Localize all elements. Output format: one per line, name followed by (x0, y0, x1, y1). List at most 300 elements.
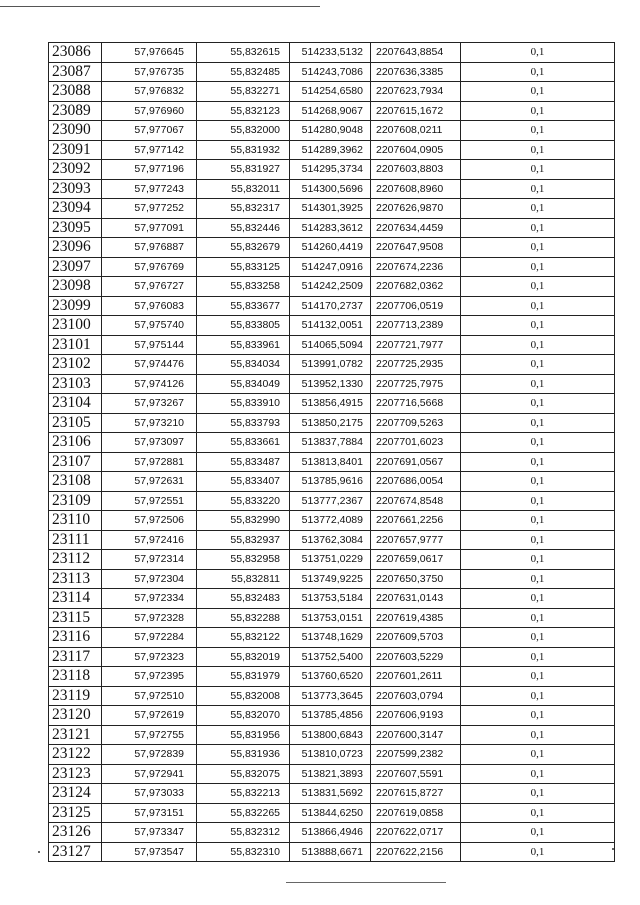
x-coordinate-cell: 513777,2367 (290, 491, 371, 511)
x-coordinate-cell: 513749,9225 (290, 569, 371, 589)
tolerance-cell: 0,1 (461, 121, 615, 141)
x-coordinate-cell: 514242,2509 (290, 277, 371, 297)
y-coordinate-cell: 2207643,8854 (371, 43, 461, 63)
latitude-cell: 57,976735 (102, 62, 197, 82)
tolerance-cell: 0,1 (461, 394, 615, 414)
y-coordinate-cell: 2207601,2611 (371, 667, 461, 687)
latitude-cell: 57,977252 (102, 199, 197, 219)
table-row (49, 608, 615, 628)
latitude-cell: 57,972941 (102, 764, 197, 784)
y-coordinate-cell: 2207674,2236 (371, 257, 461, 277)
point-number-cell: 23096 (49, 238, 102, 258)
tolerance-cell: 0,1 (461, 745, 615, 765)
tolerance-cell: 0,1 (461, 725, 615, 745)
latitude-cell: 57,977067 (102, 121, 197, 141)
y-coordinate-cell: 2207600,3147 (371, 725, 461, 745)
point-number-cell: 23092 (49, 160, 102, 180)
table-row (49, 530, 615, 550)
longitude-cell: 55,834049 (197, 374, 290, 394)
top-rule (0, 6, 320, 7)
table-row (49, 101, 615, 121)
longitude-cell: 55,832446 (197, 218, 290, 238)
y-coordinate-cell: 2207622,2156 (371, 842, 461, 862)
longitude-cell: 55,832019 (197, 647, 290, 667)
point-number-cell: 23091 (49, 140, 102, 160)
tolerance-cell: 0,1 (461, 179, 615, 199)
x-coordinate-cell: 513888,6671 (290, 842, 371, 862)
longitude-cell: 55,832075 (197, 764, 290, 784)
point-number-cell: 23112 (49, 550, 102, 570)
table-row (49, 218, 615, 238)
latitude-cell: 57,976887 (102, 238, 197, 258)
point-number-cell: 23095 (49, 218, 102, 238)
point-number-cell: 23094 (49, 199, 102, 219)
y-coordinate-cell: 2207686,0054 (371, 472, 461, 492)
point-number-cell: 23104 (49, 394, 102, 414)
tolerance-cell: 0,1 (461, 316, 615, 336)
x-coordinate-cell: 513762,3084 (290, 530, 371, 550)
latitude-cell: 57,972395 (102, 667, 197, 687)
tolerance-cell: 0,1 (461, 608, 615, 628)
table-row (49, 842, 615, 862)
x-coordinate-cell: 513785,9616 (290, 472, 371, 492)
x-coordinate-cell: 513952,1330 (290, 374, 371, 394)
point-number-cell: 23125 (49, 803, 102, 823)
y-coordinate-cell: 2207608,8960 (371, 179, 461, 199)
point-number-cell: 23090 (49, 121, 102, 141)
latitude-cell: 57,975144 (102, 335, 197, 355)
longitude-cell: 55,832271 (197, 82, 290, 102)
x-coordinate-cell: 514065,5094 (290, 335, 371, 355)
point-number-cell: 23093 (49, 179, 102, 199)
table-row (49, 803, 615, 823)
x-coordinate-cell: 514280,9048 (290, 121, 371, 141)
point-number-cell: 23088 (49, 82, 102, 102)
table-row (49, 43, 615, 63)
tolerance-cell: 0,1 (461, 355, 615, 375)
longitude-cell: 55,832615 (197, 43, 290, 63)
longitude-cell: 55,832122 (197, 628, 290, 648)
table-row (49, 764, 615, 784)
x-coordinate-cell: 513785,4856 (290, 706, 371, 726)
tolerance-cell: 0,1 (461, 823, 615, 843)
longitude-cell: 55,833961 (197, 335, 290, 355)
x-coordinate-cell: 514170,2737 (290, 296, 371, 316)
y-coordinate-cell: 2207619,0858 (371, 803, 461, 823)
point-number-cell: 23100 (49, 316, 102, 336)
table-row (49, 413, 615, 433)
latitude-cell: 57,976960 (102, 101, 197, 121)
point-number-cell: 23119 (49, 686, 102, 706)
y-coordinate-cell: 2207636,3385 (371, 62, 461, 82)
latitude-cell: 57,973347 (102, 823, 197, 843)
table-row (49, 296, 615, 316)
x-coordinate-cell: 514268,9067 (290, 101, 371, 121)
point-number-cell: 23086 (49, 43, 102, 63)
tolerance-cell: 0,1 (461, 277, 615, 297)
x-coordinate-cell: 513821,3893 (290, 764, 371, 784)
latitude-cell: 57,973097 (102, 433, 197, 453)
longitude-cell: 55,831956 (197, 725, 290, 745)
x-coordinate-cell: 513753,0151 (290, 608, 371, 628)
table-row (49, 647, 615, 667)
y-coordinate-cell: 2207657,9777 (371, 530, 461, 550)
point-number-cell: 23124 (49, 784, 102, 804)
y-coordinate-cell: 2207609,5703 (371, 628, 461, 648)
longitude-cell: 55,833487 (197, 452, 290, 472)
table-row (49, 628, 615, 648)
x-coordinate-cell: 514283,3612 (290, 218, 371, 238)
tolerance-cell: 0,1 (461, 452, 615, 472)
latitude-cell: 57,972506 (102, 511, 197, 531)
longitude-cell: 55,832288 (197, 608, 290, 628)
table-row (49, 277, 615, 297)
tolerance-cell: 0,1 (461, 628, 615, 648)
tolerance-cell: 0,1 (461, 472, 615, 492)
longitude-cell: 55,832679 (197, 238, 290, 258)
table-row (49, 355, 615, 375)
point-number-cell: 23099 (49, 296, 102, 316)
x-coordinate-cell: 513866,4946 (290, 823, 371, 843)
y-coordinate-cell: 2207706,0519 (371, 296, 461, 316)
latitude-cell: 57,972328 (102, 608, 197, 628)
table-row (49, 667, 615, 687)
y-coordinate-cell: 2207721,7977 (371, 335, 461, 355)
table-row (49, 491, 615, 511)
longitude-cell: 55,833125 (197, 257, 290, 277)
x-coordinate-cell: 513856,4915 (290, 394, 371, 414)
tolerance-cell: 0,1 (461, 374, 615, 394)
longitude-cell: 55,832483 (197, 589, 290, 609)
point-number-cell: 23087 (49, 62, 102, 82)
longitude-cell: 55,831932 (197, 140, 290, 160)
y-coordinate-cell: 2207631,0143 (371, 589, 461, 609)
longitude-cell: 55,834034 (197, 355, 290, 375)
point-number-cell: 23110 (49, 511, 102, 531)
point-number-cell: 23098 (49, 277, 102, 297)
longitude-cell: 55,832310 (197, 842, 290, 862)
tolerance-cell: 0,1 (461, 569, 615, 589)
longitude-cell: 55,832958 (197, 550, 290, 570)
latitude-cell: 57,975740 (102, 316, 197, 336)
point-number-cell: 23101 (49, 335, 102, 355)
longitude-cell: 55,832485 (197, 62, 290, 82)
coordinates-table (48, 42, 615, 862)
y-coordinate-cell: 2207659,0617 (371, 550, 461, 570)
table-row (49, 179, 615, 199)
x-coordinate-cell: 513752,5400 (290, 647, 371, 667)
x-coordinate-cell: 514233,5132 (290, 43, 371, 63)
y-coordinate-cell: 2207725,2935 (371, 355, 461, 375)
longitude-cell: 55,832265 (197, 803, 290, 823)
point-number-cell: 23115 (49, 608, 102, 628)
scan-speck (38, 851, 40, 853)
point-number-cell: 23109 (49, 491, 102, 511)
y-coordinate-cell: 2207603,5229 (371, 647, 461, 667)
table-row (49, 121, 615, 141)
latitude-cell: 57,977091 (102, 218, 197, 238)
latitude-cell: 57,972619 (102, 706, 197, 726)
latitude-cell: 57,972304 (102, 569, 197, 589)
latitude-cell: 57,974126 (102, 374, 197, 394)
tolerance-cell: 0,1 (461, 842, 615, 862)
y-coordinate-cell: 2207623,7934 (371, 82, 461, 102)
longitude-cell: 55,833805 (197, 316, 290, 336)
tolerance-cell: 0,1 (461, 257, 615, 277)
point-number-cell: 23105 (49, 413, 102, 433)
table-row (49, 316, 615, 336)
y-coordinate-cell: 2207615,8727 (371, 784, 461, 804)
longitude-cell: 55,833793 (197, 413, 290, 433)
table-row (49, 140, 615, 160)
y-coordinate-cell: 2207725,7975 (371, 374, 461, 394)
latitude-cell: 57,972881 (102, 452, 197, 472)
point-number-cell: 23089 (49, 101, 102, 121)
point-number-cell: 23113 (49, 569, 102, 589)
point-number-cell: 23117 (49, 647, 102, 667)
table-row (49, 433, 615, 453)
y-coordinate-cell: 2207701,6023 (371, 433, 461, 453)
x-coordinate-cell: 513760,6520 (290, 667, 371, 687)
x-coordinate-cell: 513844,6250 (290, 803, 371, 823)
tolerance-cell: 0,1 (461, 199, 615, 219)
latitude-cell: 57,972284 (102, 628, 197, 648)
longitude-cell: 55,831979 (197, 667, 290, 687)
latitude-cell: 57,973210 (102, 413, 197, 433)
longitude-cell: 55,833220 (197, 491, 290, 511)
y-coordinate-cell: 2207661,2256 (371, 511, 461, 531)
point-number-cell: 23097 (49, 257, 102, 277)
y-coordinate-cell: 2207615,1672 (371, 101, 461, 121)
y-coordinate-cell: 2207607,5591 (371, 764, 461, 784)
tolerance-cell: 0,1 (461, 647, 615, 667)
table-row (49, 335, 615, 355)
longitude-cell: 55,832811 (197, 569, 290, 589)
longitude-cell: 55,832000 (197, 121, 290, 141)
y-coordinate-cell: 2207674,8548 (371, 491, 461, 511)
bottom-rule (286, 882, 446, 883)
table-row (49, 82, 615, 102)
point-number-cell: 23122 (49, 745, 102, 765)
x-coordinate-cell: 514289,3962 (290, 140, 371, 160)
y-coordinate-cell: 2207604,0905 (371, 140, 461, 160)
x-coordinate-cell: 514247,0916 (290, 257, 371, 277)
table-row (49, 199, 615, 219)
point-number-cell: 23114 (49, 589, 102, 609)
point-number-cell: 23118 (49, 667, 102, 687)
table-row (49, 511, 615, 531)
table-row (49, 589, 615, 609)
y-coordinate-cell: 2207626,9870 (371, 199, 461, 219)
point-number-cell: 23116 (49, 628, 102, 648)
tolerance-cell: 0,1 (461, 238, 615, 258)
longitude-cell: 55,833661 (197, 433, 290, 453)
x-coordinate-cell: 513837,7884 (290, 433, 371, 453)
coordinates-table-body (49, 43, 615, 862)
latitude-cell: 57,972314 (102, 550, 197, 570)
latitude-cell: 57,976727 (102, 277, 197, 297)
point-number-cell: 23126 (49, 823, 102, 843)
tolerance-cell: 0,1 (461, 491, 615, 511)
tolerance-cell: 0,1 (461, 686, 615, 706)
latitude-cell: 57,973267 (102, 394, 197, 414)
y-coordinate-cell: 2207603,0794 (371, 686, 461, 706)
tolerance-cell: 0,1 (461, 62, 615, 82)
x-coordinate-cell: 514254,6580 (290, 82, 371, 102)
x-coordinate-cell: 514132,0051 (290, 316, 371, 336)
latitude-cell: 57,973151 (102, 803, 197, 823)
longitude-cell: 55,832008 (197, 686, 290, 706)
longitude-cell: 55,831927 (197, 160, 290, 180)
x-coordinate-cell: 514243,7086 (290, 62, 371, 82)
x-coordinate-cell: 514260,4419 (290, 238, 371, 258)
table-row (49, 725, 615, 745)
latitude-cell: 57,972334 (102, 589, 197, 609)
y-coordinate-cell: 2207622,0717 (371, 823, 461, 843)
y-coordinate-cell: 2207691,0567 (371, 452, 461, 472)
table-row (49, 745, 615, 765)
longitude-cell: 55,832317 (197, 199, 290, 219)
y-coordinate-cell: 2207647,9508 (371, 238, 461, 258)
point-number-cell: 23103 (49, 374, 102, 394)
latitude-cell: 57,976083 (102, 296, 197, 316)
tolerance-cell: 0,1 (461, 667, 615, 687)
table-row (49, 472, 615, 492)
longitude-cell: 55,833677 (197, 296, 290, 316)
tolerance-cell: 0,1 (461, 296, 615, 316)
table-row (49, 784, 615, 804)
longitude-cell: 55,832312 (197, 823, 290, 843)
latitude-cell: 57,974476 (102, 355, 197, 375)
tolerance-cell: 0,1 (461, 140, 615, 160)
x-coordinate-cell: 513748,1629 (290, 628, 371, 648)
x-coordinate-cell: 513831,5692 (290, 784, 371, 804)
point-number-cell: 23102 (49, 355, 102, 375)
point-number-cell: 23107 (49, 452, 102, 472)
x-coordinate-cell: 513772,4089 (290, 511, 371, 531)
tolerance-cell: 0,1 (461, 550, 615, 570)
longitude-cell: 55,832123 (197, 101, 290, 121)
tolerance-cell: 0,1 (461, 82, 615, 102)
longitude-cell: 55,832070 (197, 706, 290, 726)
latitude-cell: 57,977243 (102, 179, 197, 199)
latitude-cell: 57,976769 (102, 257, 197, 277)
latitude-cell: 57,972839 (102, 745, 197, 765)
tolerance-cell: 0,1 (461, 101, 615, 121)
y-coordinate-cell: 2207608,0211 (371, 121, 461, 141)
y-coordinate-cell: 2207603,8803 (371, 160, 461, 180)
latitude-cell: 57,972510 (102, 686, 197, 706)
table-row (49, 706, 615, 726)
table-row (49, 452, 615, 472)
table-row (49, 238, 615, 258)
latitude-cell: 57,976832 (102, 82, 197, 102)
tolerance-cell: 0,1 (461, 511, 615, 531)
x-coordinate-cell: 513991,0782 (290, 355, 371, 375)
longitude-cell: 55,832213 (197, 784, 290, 804)
latitude-cell: 57,972631 (102, 472, 197, 492)
y-coordinate-cell: 2207716,5668 (371, 394, 461, 414)
x-coordinate-cell: 514300,5696 (290, 179, 371, 199)
point-number-cell: 23121 (49, 725, 102, 745)
table-row (49, 160, 615, 180)
y-coordinate-cell: 2207650,3750 (371, 569, 461, 589)
table-row (49, 62, 615, 82)
point-number-cell: 23123 (49, 764, 102, 784)
latitude-cell: 57,972323 (102, 647, 197, 667)
table-row (49, 823, 615, 843)
x-coordinate-cell: 513753,5184 (290, 589, 371, 609)
x-coordinate-cell: 514301,3925 (290, 199, 371, 219)
table-row (49, 569, 615, 589)
x-coordinate-cell: 513773,3645 (290, 686, 371, 706)
table-row (49, 686, 615, 706)
point-number-cell: 23111 (49, 530, 102, 550)
tolerance-cell: 0,1 (461, 218, 615, 238)
latitude-cell: 57,973033 (102, 784, 197, 804)
y-coordinate-cell: 2207634,4459 (371, 218, 461, 238)
table-row (49, 374, 615, 394)
tolerance-cell: 0,1 (461, 589, 615, 609)
y-coordinate-cell: 2207682,0362 (371, 277, 461, 297)
table-row (49, 550, 615, 570)
point-number-cell: 23127 (49, 842, 102, 862)
tolerance-cell: 0,1 (461, 803, 615, 823)
scan-speck (612, 848, 614, 850)
tolerance-cell: 0,1 (461, 784, 615, 804)
point-number-cell: 23120 (49, 706, 102, 726)
longitude-cell: 55,832937 (197, 530, 290, 550)
latitude-cell: 57,976645 (102, 43, 197, 63)
longitude-cell: 55,833407 (197, 472, 290, 492)
longitude-cell: 55,832011 (197, 179, 290, 199)
longitude-cell: 55,831936 (197, 745, 290, 765)
x-coordinate-cell: 513813,8401 (290, 452, 371, 472)
longitude-cell: 55,832990 (197, 511, 290, 531)
latitude-cell: 57,977196 (102, 160, 197, 180)
table-row (49, 394, 615, 414)
x-coordinate-cell: 513850,2175 (290, 413, 371, 433)
x-coordinate-cell: 514295,3734 (290, 160, 371, 180)
tolerance-cell: 0,1 (461, 764, 615, 784)
x-coordinate-cell: 513800,6843 (290, 725, 371, 745)
latitude-cell: 57,972416 (102, 530, 197, 550)
point-number-cell: 23106 (49, 433, 102, 453)
tolerance-cell: 0,1 (461, 335, 615, 355)
x-coordinate-cell: 513751,0229 (290, 550, 371, 570)
longitude-cell: 55,833910 (197, 394, 290, 414)
tolerance-cell: 0,1 (461, 413, 615, 433)
x-coordinate-cell: 513810,0723 (290, 745, 371, 765)
y-coordinate-cell: 2207599,2382 (371, 745, 461, 765)
y-coordinate-cell: 2207619,4385 (371, 608, 461, 628)
tolerance-cell: 0,1 (461, 43, 615, 63)
point-number-cell: 23108 (49, 472, 102, 492)
latitude-cell: 57,977142 (102, 140, 197, 160)
longitude-cell: 55,833258 (197, 277, 290, 297)
tolerance-cell: 0,1 (461, 530, 615, 550)
latitude-cell: 57,972755 (102, 725, 197, 745)
y-coordinate-cell: 2207713,2389 (371, 316, 461, 336)
latitude-cell: 57,972551 (102, 491, 197, 511)
latitude-cell: 57,973547 (102, 842, 197, 862)
tolerance-cell: 0,1 (461, 160, 615, 180)
y-coordinate-cell: 2207709,5263 (371, 413, 461, 433)
y-coordinate-cell: 2207606,9193 (371, 706, 461, 726)
tolerance-cell: 0,1 (461, 433, 615, 453)
table-row (49, 257, 615, 277)
tolerance-cell: 0,1 (461, 706, 615, 726)
